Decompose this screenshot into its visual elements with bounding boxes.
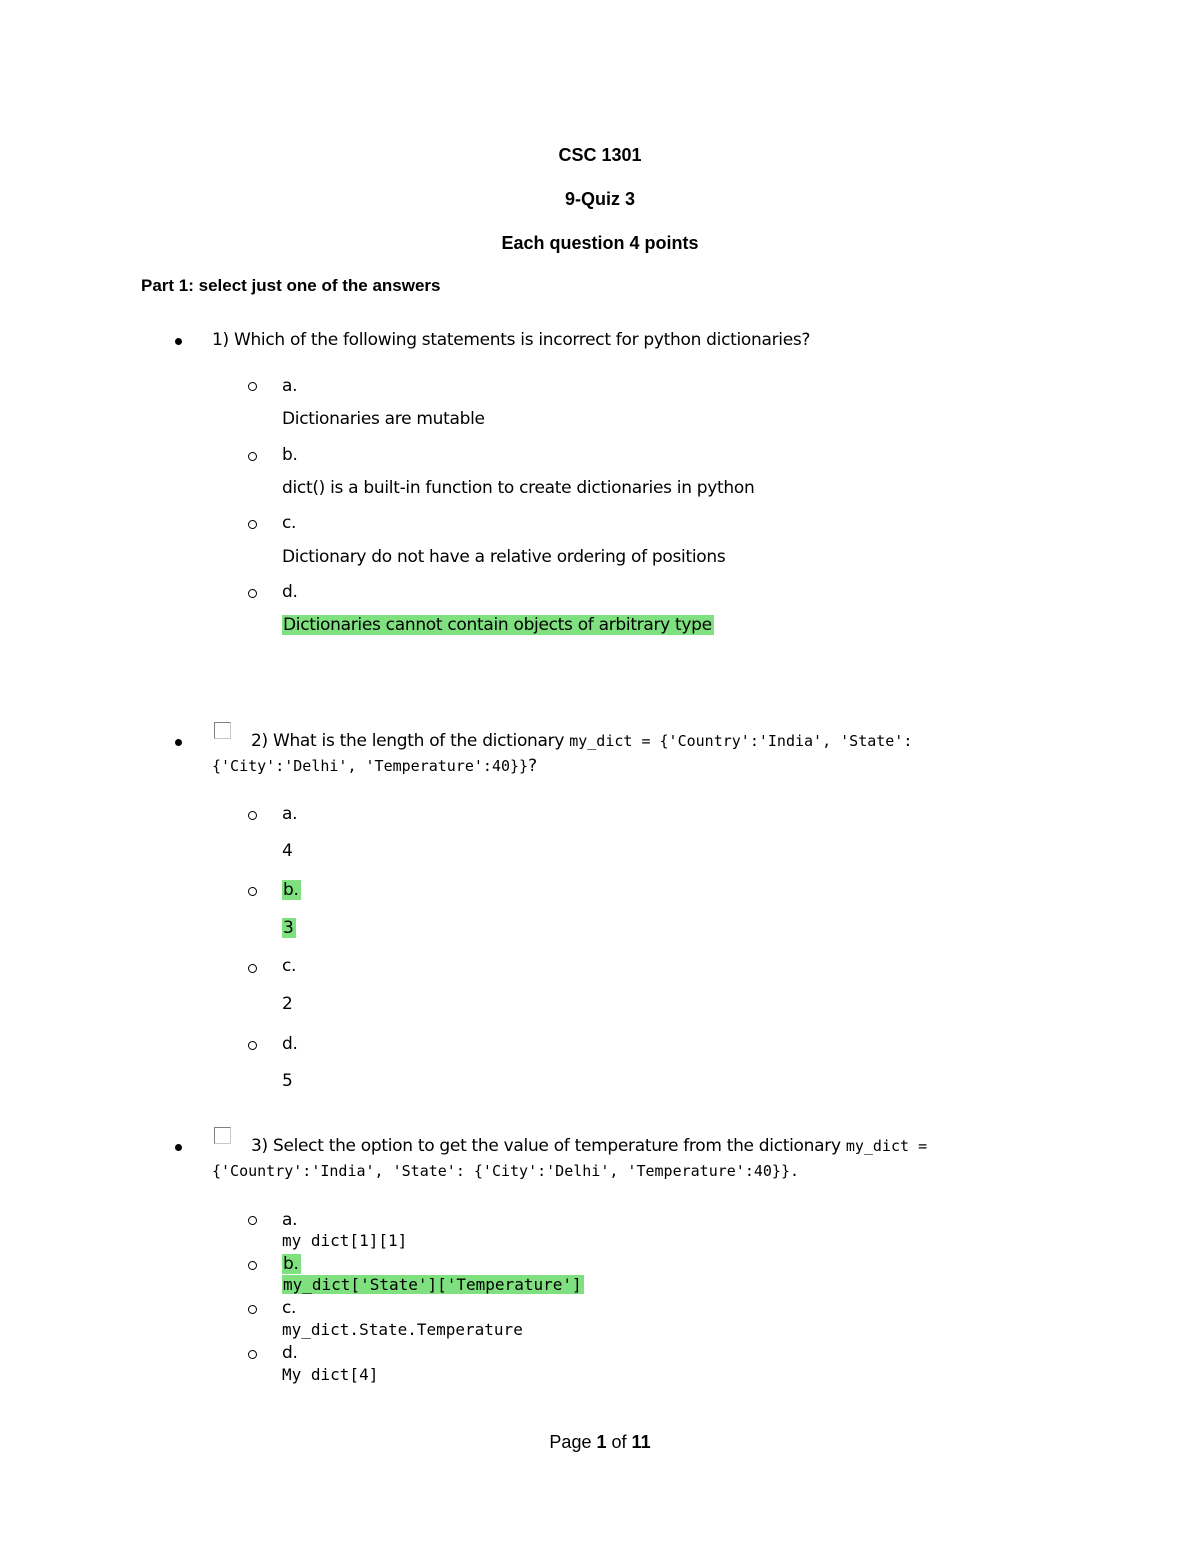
q2-option-d-letter: d. — [282, 1034, 298, 1054]
part-heading: Part 1: select just one of the answers — [141, 276, 441, 295]
q3-option-c-answer: my_dict.State.Temperature — [282, 1320, 523, 1339]
circle-bullet-icon — [248, 589, 257, 598]
q1-option-d-answer: Dictionaries cannot contain objects of arbitrary type — [283, 615, 712, 635]
q1-option-a-letter: a. — [282, 376, 298, 396]
question-3-line1 — [251, 1136, 927, 1156]
q1-option-b-letter: b. — [282, 445, 298, 465]
circle-bullet-icon — [248, 811, 257, 820]
footer-page-word: Page — [549, 1432, 592, 1452]
circle-bullet-icon — [248, 887, 257, 896]
circle-bullet-icon — [248, 520, 257, 529]
points-note: Each question 4 points — [501, 233, 699, 253]
q2-option-c-letter: c. — [282, 956, 297, 976]
bullet-icon — [172, 333, 186, 353]
question-3-code-1: my_dict = — [845, 1137, 928, 1155]
q2-option-a-letter: a. — [282, 804, 298, 824]
q2-option-b-letter-wrap — [282, 880, 301, 900]
circle-bullet-icon — [248, 382, 257, 391]
q1-option-c-answer: Dictionary do not have a relative ordering of positions — [282, 547, 726, 567]
question-1-text: 1) Which of the following statements is incorrect for python dictionaries? — [212, 330, 811, 350]
q3-option-a-letter: a. — [282, 1210, 298, 1230]
q3-option-d-answer: My dict[4] — [282, 1365, 379, 1384]
circle-bullet-icon — [248, 964, 257, 973]
q3-option-b-letter: b. — [283, 1254, 299, 1274]
q3-option-b-letter-wrap — [282, 1254, 301, 1274]
question-3-code-2: {'Country':'India', 'State': {'City':'Delhi', 'Temperature':40}}. — [212, 1162, 799, 1180]
q3-option-c-letter: c. — [282, 1298, 297, 1318]
page-footer — [0, 1432, 1200, 1453]
footer-total-pages: 11 — [631, 1432, 651, 1452]
q3-option-b-answer-wrap — [282, 1275, 584, 1294]
q3-checkbox[interactable] — [214, 1127, 231, 1144]
circle-bullet-icon — [248, 452, 257, 461]
q1-option-c-letter: c. — [282, 513, 297, 533]
question-3-prefix: 3) Select the option to get the value of temperature from the dictionary — [251, 1136, 841, 1156]
question-2-code-2: {'City':'Delhi', 'Temperature':40}} — [212, 757, 529, 775]
question-2-prefix: 2) What is the length of the dictionary — [251, 731, 565, 751]
q2-option-b-letter: b. — [283, 880, 299, 900]
q3-option-d-letter: d. — [282, 1343, 298, 1363]
q2-option-c-answer: 2 — [282, 994, 293, 1014]
q2-option-b-answer-wrap — [282, 918, 296, 938]
q1-option-d-letter: d. — [282, 582, 298, 602]
circle-bullet-icon — [248, 1305, 257, 1314]
q3-option-b-answer: my_dict['State']['Temperature'] — [283, 1275, 582, 1294]
question-2-line2 — [212, 756, 537, 776]
circle-bullet-icon — [248, 1216, 257, 1225]
footer-of-word: of — [611, 1432, 627, 1452]
q2-checkbox[interactable] — [214, 722, 231, 739]
q2-option-b-answer: 3 — [283, 918, 294, 938]
question-2-line1 — [251, 731, 912, 751]
circle-bullet-icon — [248, 1350, 257, 1359]
footer-page-number: 1 — [596, 1432, 607, 1452]
circle-bullet-icon — [248, 1041, 257, 1050]
q1-option-b-answer: dict() is a built-in function to create dictionaries in python — [282, 478, 755, 498]
q2-option-a-answer: 4 — [282, 841, 293, 861]
quiz-title: 9-Quiz 3 — [564, 189, 635, 209]
q2-option-d-answer: 5 — [282, 1071, 293, 1091]
course-title: CSC 1301 — [558, 145, 642, 165]
bullet-icon — [172, 1139, 186, 1159]
circle-bullet-icon — [248, 1261, 257, 1270]
q3-option-a-answer: my dict[1][1] — [282, 1231, 408, 1250]
question-3-line2 — [212, 1161, 799, 1181]
q1-option-d-answer-wrap — [282, 615, 714, 635]
bullet-icon — [172, 734, 186, 754]
question-2-suffix: ? — [528, 756, 537, 776]
question-2-code-1: my_dict = {'Country':'India', 'State': — [569, 732, 913, 750]
q1-option-a-answer: Dictionaries are mutable — [282, 409, 485, 429]
